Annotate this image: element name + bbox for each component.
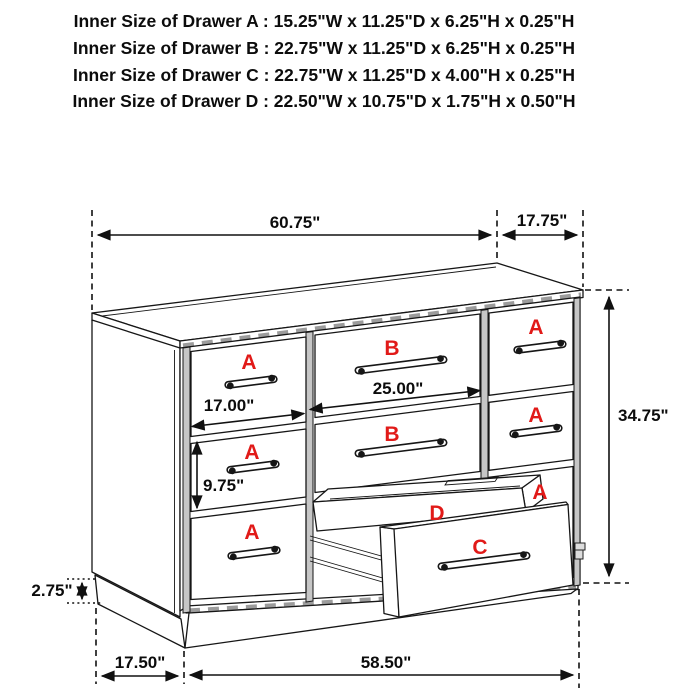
dimension-text-drawer-a-height: 9.75" (203, 476, 245, 495)
slide-bracket (575, 543, 585, 550)
label-drawer-a: A (244, 441, 260, 464)
label-drawer-a: A (244, 521, 260, 544)
side-panel-face (92, 320, 180, 617)
header-line-drawer-b: Inner Size of Drawer B : 22.75"W x 11.25"D x 6.25"H x 0.25"H (72, 38, 576, 58)
dimension-text-base-width: 58.50" (360, 653, 412, 672)
dimension-text-overall-width: 60.75" (269, 213, 321, 232)
label-drawer-b: B (384, 337, 400, 360)
label-drawer-c: C (472, 536, 488, 559)
label-drawer-b: B (384, 423, 400, 446)
label-drawer-d: D (429, 502, 445, 525)
slide-bracket (575, 550, 583, 559)
dimension-text-drawer-a-width: 17.00" (203, 396, 255, 415)
label-drawer-a: A (528, 316, 544, 339)
dimension-text-drawer-b-width: 25.00" (372, 379, 424, 398)
header-line-drawer-a: Inner Size of Drawer A : 15.25"W x 11.25"D x 6.25"H x 0.25"H (73, 11, 575, 31)
dimension-text-overall-height: 34.75" (618, 406, 669, 425)
header-line-drawer-c: Inner Size of Drawer C : 22.75"W x 11.25"D x 4.00"H x 0.25"H (72, 65, 576, 85)
left-side-panel (92, 320, 185, 648)
label-drawer-a: A (241, 351, 257, 374)
dimension-text-base-height: 2.75" (31, 581, 73, 600)
dimension-text-overall-depth: 17.75" (516, 211, 568, 230)
header-line-drawer-d: Inner Size of Drawer D : 22.50"W x 10.75"D x 1.75"H x 0.50"H (72, 91, 576, 111)
label-drawer-a: A (532, 481, 548, 504)
divider-left-stile (183, 347, 190, 613)
dimension-text-base-depth: 17.50" (114, 653, 166, 672)
label-drawer-a: A (528, 404, 544, 427)
